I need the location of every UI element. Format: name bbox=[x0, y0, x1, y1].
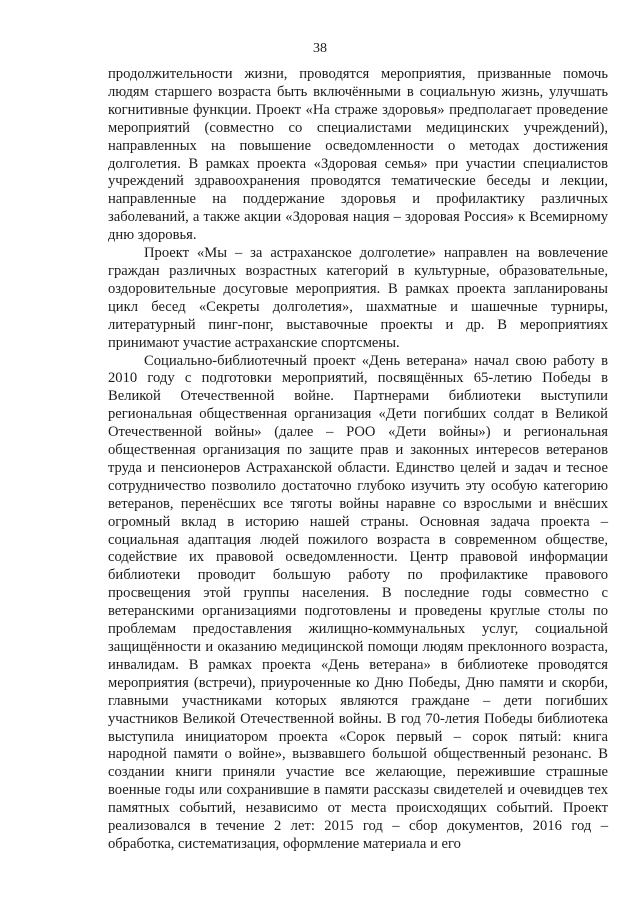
paragraph-longevity-project: Проект «Мы – за астраханское долголетие» направлен на вовлечение граждан различных возрастных категорий в культурные, образовательные, оздоровительные досуговые мероприятия. В рамках проекта запланированы цикл бесед «Секреты долголетия», шахматные и шашечные турниры, литературный пинг-понг, выставочные проекты и др. В мероприятиях принимают участие астраханские спортсмены. bbox=[108, 245, 608, 351]
page-number: 38 bbox=[313, 41, 327, 56]
body-text bbox=[108, 66, 608, 854]
paragraph-continuation: продолжительности жизни, проводятся мероприятия, призванные помочь людям старшего возраста быть включёнными в социальную жизнь, улучшать когнитивные функции. Проект «На страже здоровья» предполагает проведение мероприятий (совместно со специалистами медицинских учреждений), направленных на повышение осведомленности о методах достижения долголетия. В рамках проекта «Здоровая семья» при участии специалистов учреждений здравоохранения проводятся тематические беседы и лекции, направленные на поддержание здоровья и профилактику различных заболеваний, а также акции «Здоровая нация – здоровая Россия» к Всемирному дню здоровья. bbox=[108, 66, 608, 244]
paragraph-veteran-day-project: Социально-библиотечный проект «День ветерана» начал свою работу в 2010 году с подготовки мероприятий, посвящённых 65-летию Победы в Великой Отечественной войне. Партнерами библиотеки выступили региональная общественная организация «Дети погибших солдат в Великой Отечественной войны» (далее – РОО «Дети войны») и региональная общественная организация по защите прав и законных интересов ветеранов труда и пенсионеров Астраханской области. Единство целей и задач и тесное сотрудничество позволило достаточно глубоко изучить эту особую категорию ветеранов, перенёсших все тяготы войны наравне со взрослыми и внёсших огромный вклад в историю нашей страны. Основная задача проекта – социальная адаптация людей пожилого возраста в современном обществе, содействие их правовой осведомленности. Центр правовой информации библиотеки проводит большую работу по профилактике правового просвещения этой группы населения. В последние годы совместно с ветеранскими организациями подготовлены и проведены круглые столы по проблемам предоставления жилищно-коммунальных услуг, социальной защищённости и оказанию медицинской помощи людям преклонного возраста, инвалидам. В рамках проекта «День ветерана» в библиотеке проводятся мероприятия (встречи), приуроченные ко Дню Победы, Дню памяти и скорби, главными участниками которых являются граждане – дети погибших участников Великой Отечественной войны. В год 70-летия Победы библиотека выступила инициатором проекта «Сорок первый – сорок пятый: книга народной памяти о войне», вызвавшего большой общественный резонанс. В создании книги приняли участие все желающие, пережившие страшные военные годы или сохранившие в памяти рассказы свидетелей и очевидцев тех памятных событий, независимо от места происходящих событий. Проект реализовался в течение 2 лет: 2015 год – сбор документов, 2016 год – обработка, систематизация, оформление материала и его bbox=[108, 352, 608, 852]
